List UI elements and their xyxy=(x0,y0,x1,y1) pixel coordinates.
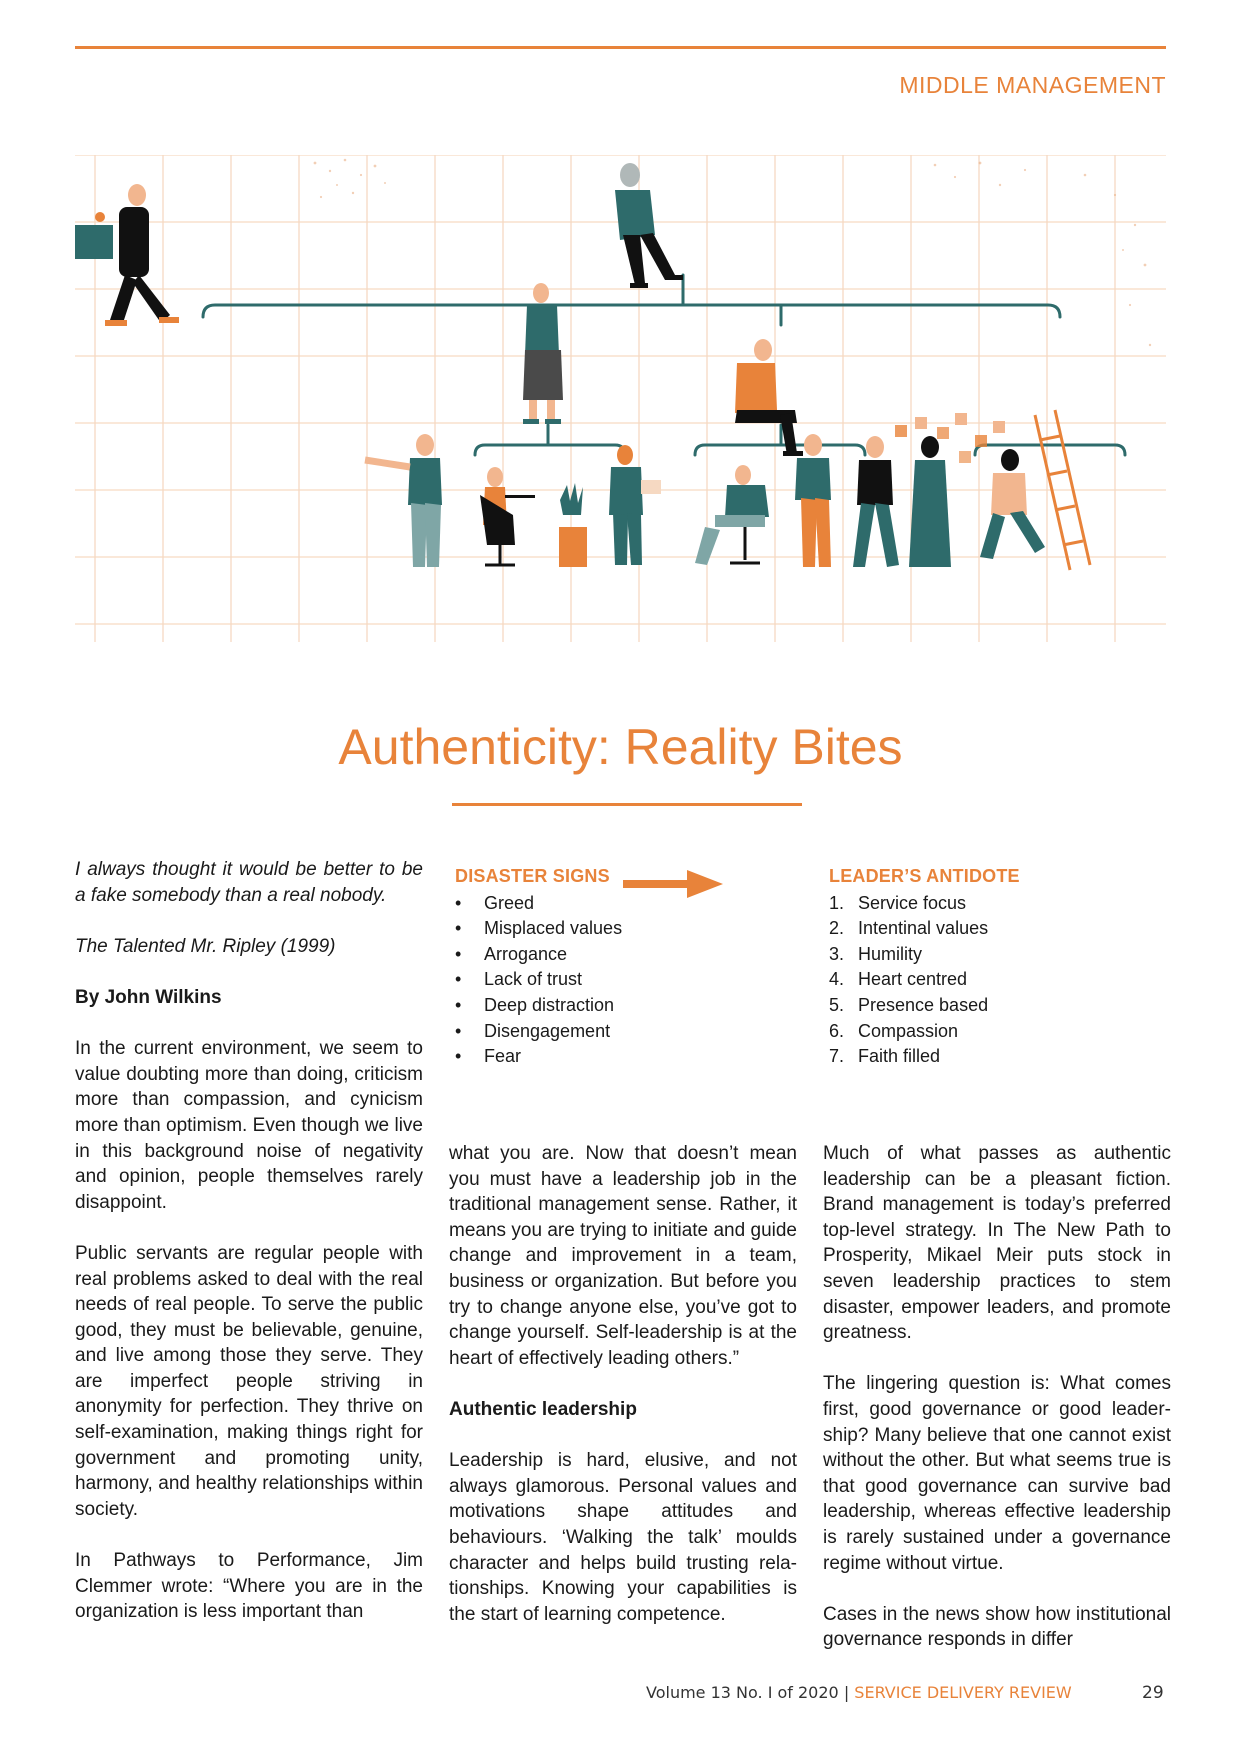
subheading-authentic-leadership: Authentic leadership xyxy=(449,1398,637,1420)
top-rule xyxy=(75,46,1166,49)
list-item: 1. Service focus xyxy=(829,892,967,913)
list-item: 3. Humility xyxy=(829,943,923,964)
paragraph: Much of what passes as authentic leadership can be a pleasant fiction. Brand management is today’s preferred top-level strategy. In The New Path to Prosperity, Mikael Meir puts stock in seven leadership practices to stem disaster, empower leaders, and promote greatness. xyxy=(823,1143,1171,1344)
person-pointing xyxy=(365,434,442,567)
paragraph: Leadership is hard, elusive, and not always glamorous. Personal values and motivations shape attitudes and behaviours. ‘Walking the talk’ moulds character and helps build trusting relationships. Knowing your capabilities is the start of learning competence. xyxy=(449,1450,797,1625)
person-laptop-chair xyxy=(480,467,535,565)
org-chart-lines xyxy=(203,275,1125,455)
article-title: Authenticity: Reality Bites xyxy=(338,719,903,775)
paragraph: In the current environment, we seem to value doubting more than doing, criticism more than compassion, and cynicism more than optimism. Even though we live in this background noise of negativity and opinion, people themselves rarely disappoint. xyxy=(75,1038,423,1213)
list-item: • Disengagement xyxy=(455,1020,611,1041)
leaders-antidote-heading: LEADER’S ANTIDOTE xyxy=(829,866,1020,886)
paragraph: In Pathways to Performance, Jim Clemmer wrote: “Where you are in the organization is less important than xyxy=(75,1550,423,1623)
person-top-manager xyxy=(615,163,683,288)
leaders-antidote-list xyxy=(829,864,1129,1070)
column-1 xyxy=(75,857,423,1650)
arrow-right-icon xyxy=(623,870,723,898)
potted-plant xyxy=(559,483,587,567)
footer-volume: Volume 13 No. I of 2020 xyxy=(646,1683,839,1702)
paragraph: The lingering question is: What comes first, good governance or good leadership? Many believe that one cannot exist without the other. But what seems true is that good governance can survive bad leadership, whereas effective leadership is rarely sustained under a governance regime without virtue. xyxy=(823,1373,1171,1574)
person-standing-tablet xyxy=(609,445,661,565)
list-item: 6. Compassion xyxy=(829,1020,959,1041)
footer-publication: SERVICE DELIVERY REVIEW xyxy=(854,1683,1072,1702)
title-rule xyxy=(452,803,802,806)
org-chart-illustration xyxy=(75,155,1166,642)
paragraph: Public servants are regular people with real problems asked to deal with the real needs of real people. To serve the public good, they must be believable, genuine, and live among those they serve. They are imperfect people striving in anonymity for perfection. They thrive on self-examination, making things right for government and promoting unity, harmony, and healthy relationships within society. xyxy=(75,1242,423,1520)
footer-publication-info xyxy=(646,1683,1072,1702)
disaster-signs-heading: DISASTER SIGNS xyxy=(455,866,610,886)
epigraph-source: The Talented Mr. Ripley (1999) xyxy=(75,935,336,957)
list-item: • Misplaced values xyxy=(455,918,623,939)
paragraph: Cases in the news show how institutional governance responds in differ xyxy=(823,1603,1171,1651)
list-item: • Lack of trust xyxy=(455,969,583,990)
column-3 xyxy=(823,1141,1171,1678)
person-seated-chair xyxy=(695,465,769,565)
list-item: • Arrogance xyxy=(455,943,568,964)
column-2 xyxy=(449,1141,797,1653)
paragraph: what you are. Now that doesn’t mean you must have a leadership job in the traditional management sense. Rather, it means you are trying to initiate and guide change and improvement in a team, business or organization. But before you try to change anyone else, you’ve got to change yourself. Self-leadership is at the heart of effectively leading others.” xyxy=(449,1143,797,1369)
epigraph-quote: I always thought it would be better to be a fake somebody than a real nobody. xyxy=(75,859,423,906)
list-item: 5. Presence based xyxy=(829,994,989,1015)
section-label: MIDDLE MANAGEMENT xyxy=(899,72,1166,98)
person-pair-walking xyxy=(853,436,951,567)
list-item: 7. Faith filled xyxy=(829,1046,941,1067)
list-item: • Deep distraction xyxy=(455,994,615,1015)
list-item: 4. Heart centred xyxy=(829,969,968,990)
list-item: 2. Intentinal values xyxy=(829,918,989,939)
list-item: • Greed xyxy=(455,892,535,913)
footer-separator: | xyxy=(843,1683,850,1702)
speckle-texture xyxy=(314,159,1152,347)
page-number: 29 xyxy=(1142,1683,1164,1703)
list-item: • Fear xyxy=(455,1046,522,1067)
byline: By John Wilkins xyxy=(75,986,222,1008)
